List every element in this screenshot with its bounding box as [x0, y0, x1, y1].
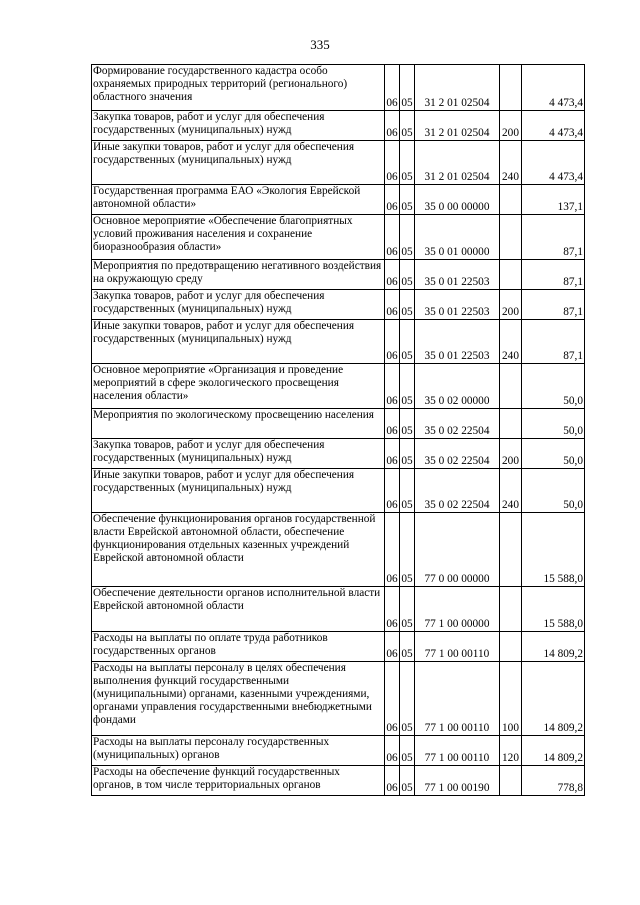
- row-name: Формирование государственного кадастра особо охраняемых природных территорий (регионального) областного значения: [93, 65, 348, 103]
- row-amount: 50,0: [522, 439, 585, 469]
- row-amount: 50,0: [522, 469, 585, 513]
- row-amount: 50,0: [522, 364, 585, 409]
- row-name-cell: [92, 320, 385, 364]
- row-section: 06: [385, 290, 400, 320]
- row-name-cell: [92, 185, 385, 215]
- row-section: 06: [385, 632, 400, 662]
- row-target-article: 77 1 00 00110: [415, 662, 500, 736]
- row-name: Обеспечение деятельности органов исполнительной власти Еврейской автономной области: [93, 587, 381, 612]
- row-target-article: 35 0 02 22504: [415, 439, 500, 469]
- row-expense-type: 100: [500, 662, 522, 736]
- row-expense-type: [500, 409, 522, 439]
- row-expense-type: [500, 632, 522, 662]
- row-amount: 14 809,2: [522, 736, 585, 766]
- row-amount: 14 809,2: [522, 662, 585, 736]
- row-target-article: 77 1 00 00190: [415, 766, 500, 796]
- row-target-article: 31 2 01 02504: [415, 65, 500, 111]
- row-target-article: 35 0 01 22503: [415, 260, 500, 290]
- row-section: 06: [385, 320, 400, 364]
- row-section: 06: [385, 513, 400, 587]
- row-expense-type: [500, 364, 522, 409]
- row-name: Основное мероприятие «Организация и проведение мероприятий в сфере экологического просвещения населения области»: [93, 364, 344, 402]
- row-target-article: 35 0 02 22504: [415, 409, 500, 439]
- row-target-article: 77 1 00 00110: [415, 736, 500, 766]
- row-name: Обеспечение функционирования органов государственной власти Еврейской автономной области, обеспечение функционирования отдельных казенных учреждений Еврейской автономной области: [93, 513, 376, 564]
- row-expense-type: [500, 766, 522, 796]
- row-target-article: 35 0 01 22503: [415, 320, 500, 364]
- row-name-cell: [92, 662, 385, 736]
- row-section: 06: [385, 409, 400, 439]
- row-name-cell: [92, 364, 385, 409]
- row-target-article: 35 0 00 00000: [415, 185, 500, 215]
- row-name: Государственная программа ЕАО «Экология Еврейской автономной области»: [93, 185, 361, 210]
- row-section: 06: [385, 662, 400, 736]
- row-name-cell: [92, 260, 385, 290]
- row-expense-type: [500, 185, 522, 215]
- row-section: 06: [385, 260, 400, 290]
- row-name: Закупка товаров, работ и услуг для обеспечения государственных (муниципальных) нужд: [93, 111, 325, 136]
- row-subsection: 05: [400, 513, 415, 587]
- table-row: [92, 736, 585, 766]
- row-amount: 4 473,4: [522, 111, 585, 141]
- row-subsection: 05: [400, 65, 415, 111]
- row-name-cell: [92, 632, 385, 662]
- row-section: 06: [385, 111, 400, 141]
- row-amount: 87,1: [522, 320, 585, 364]
- row-subsection: 05: [400, 439, 415, 469]
- row-name: Основное мероприятие «Обеспечение благоприятных условий проживания населения и сохранение биоразнообразия области»: [93, 215, 353, 253]
- row-section: 06: [385, 766, 400, 796]
- row-name-cell: [92, 766, 385, 796]
- row-name-cell: [92, 65, 385, 111]
- row-section: 06: [385, 215, 400, 260]
- row-amount: 4 473,4: [522, 141, 585, 185]
- table-row: [92, 469, 585, 513]
- table-row: [92, 513, 585, 587]
- row-amount: 137,1: [522, 185, 585, 215]
- row-target-article: 77 1 00 00000: [415, 587, 500, 632]
- row-amount: 14 809,2: [522, 632, 585, 662]
- row-name: Расходы на выплаты по оплате труда работников государственных органов: [93, 632, 328, 657]
- row-subsection: 05: [400, 662, 415, 736]
- table-row: [92, 290, 585, 320]
- row-name: Расходы на обеспечение функций государственных органов, в том числе территориальных органов: [93, 766, 340, 791]
- row-subsection: 05: [400, 632, 415, 662]
- row-name: Закупка товаров, работ и услуг для обеспечения государственных (муниципальных) нужд: [93, 290, 325, 315]
- row-name: Мероприятия по экологическому просвещению населения: [93, 409, 375, 421]
- row-amount: 87,1: [522, 215, 585, 260]
- row-expense-type: 240: [500, 469, 522, 513]
- row-target-article: 35 0 01 00000: [415, 215, 500, 260]
- row-section: 06: [385, 469, 400, 513]
- row-expense-type: [500, 587, 522, 632]
- row-subsection: 05: [400, 290, 415, 320]
- row-amount: 50,0: [522, 409, 585, 439]
- table-row: [92, 260, 585, 290]
- row-name-cell: [92, 409, 385, 439]
- row-name: Иные закупки товаров, работ и услуг для обеспечения государственных (муниципальных) нужд: [93, 320, 355, 345]
- row-target-article: 35 0 01 22503: [415, 290, 500, 320]
- row-target-article: 31 2 01 02504: [415, 141, 500, 185]
- row-expense-type: 200: [500, 290, 522, 320]
- row-amount: 778,8: [522, 766, 585, 796]
- row-name-cell: [92, 290, 385, 320]
- row-name: Мероприятия по предотвращению негативного воздействия на окружающую среду: [93, 260, 382, 285]
- table-row: [92, 587, 585, 632]
- row-name-cell: [92, 439, 385, 469]
- row-name-cell: [92, 513, 385, 587]
- row-amount: 15 588,0: [522, 513, 585, 587]
- row-name-cell: [92, 215, 385, 260]
- page-number: 335: [310, 37, 330, 52]
- row-name-cell: [92, 111, 385, 141]
- table-row: [92, 439, 585, 469]
- table-row: [92, 185, 585, 215]
- row-subsection: 05: [400, 111, 415, 141]
- row-section: 06: [385, 185, 400, 215]
- table-row: [92, 320, 585, 364]
- row-target-article: 77 0 00 00000: [415, 513, 500, 587]
- row-target-article: 31 2 01 02504: [415, 111, 500, 141]
- row-expense-type: 200: [500, 111, 522, 141]
- row-section: 06: [385, 364, 400, 409]
- row-name: Расходы на выплаты персоналу в целях обеспечения выполнения функций государственными (муниципальными) органами, казенными учреждениями, органами управления государственными внебюджетными фондами: [93, 662, 372, 726]
- row-subsection: 05: [400, 320, 415, 364]
- table-row: [92, 364, 585, 409]
- row-expense-type: [500, 215, 522, 260]
- row-subsection: 05: [400, 185, 415, 215]
- table-row: [92, 632, 585, 662]
- row-amount: 4 473,4: [522, 65, 585, 111]
- row-subsection: 05: [400, 364, 415, 409]
- row-expense-type: [500, 65, 522, 111]
- row-target-article: 35 0 02 00000: [415, 364, 500, 409]
- row-amount: 87,1: [522, 260, 585, 290]
- budget-table: [91, 64, 585, 796]
- row-name: Иные закупки товаров, работ и услуг для обеспечения государственных (муниципальных) нужд: [93, 141, 355, 166]
- row-amount: 87,1: [522, 290, 585, 320]
- row-name-cell: [92, 587, 385, 632]
- row-subsection: 05: [400, 736, 415, 766]
- table-row: [92, 215, 585, 260]
- row-name-cell: [92, 736, 385, 766]
- row-expense-type: [500, 260, 522, 290]
- row-subsection: 05: [400, 469, 415, 513]
- row-section: 06: [385, 587, 400, 632]
- table-row: [92, 766, 585, 796]
- row-expense-type: 240: [500, 141, 522, 185]
- row-target-article: 77 1 00 00110: [415, 632, 500, 662]
- row-subsection: 05: [400, 587, 415, 632]
- row-name: Закупка товаров, работ и услуг для обеспечения государственных (муниципальных) нужд: [93, 439, 325, 464]
- table-row: [92, 65, 585, 111]
- row-section: 06: [385, 439, 400, 469]
- row-expense-type: 240: [500, 320, 522, 364]
- row-expense-type: 120: [500, 736, 522, 766]
- row-subsection: 05: [400, 766, 415, 796]
- row-section: 06: [385, 736, 400, 766]
- table-row: [92, 409, 585, 439]
- table-row: [92, 141, 585, 185]
- row-target-article: 35 0 02 22504: [415, 469, 500, 513]
- budget-table-body: [92, 65, 585, 796]
- table-row: [92, 662, 585, 736]
- row-section: 06: [385, 141, 400, 185]
- row-subsection: 05: [400, 215, 415, 260]
- row-name: Иные закупки товаров, работ и услуг для обеспечения государственных (муниципальных) нужд: [93, 469, 355, 494]
- row-name: Расходы на выплаты персоналу государственных (муниципальных) органов: [93, 736, 330, 761]
- row-name-cell: [92, 141, 385, 185]
- table-row: [92, 111, 585, 141]
- row-name-cell: [92, 469, 385, 513]
- row-section: 06: [385, 65, 400, 111]
- row-subsection: 05: [400, 409, 415, 439]
- row-amount: 15 588,0: [522, 587, 585, 632]
- row-expense-type: [500, 513, 522, 587]
- row-subsection: 05: [400, 260, 415, 290]
- row-subsection: 05: [400, 141, 415, 185]
- row-expense-type: 200: [500, 439, 522, 469]
